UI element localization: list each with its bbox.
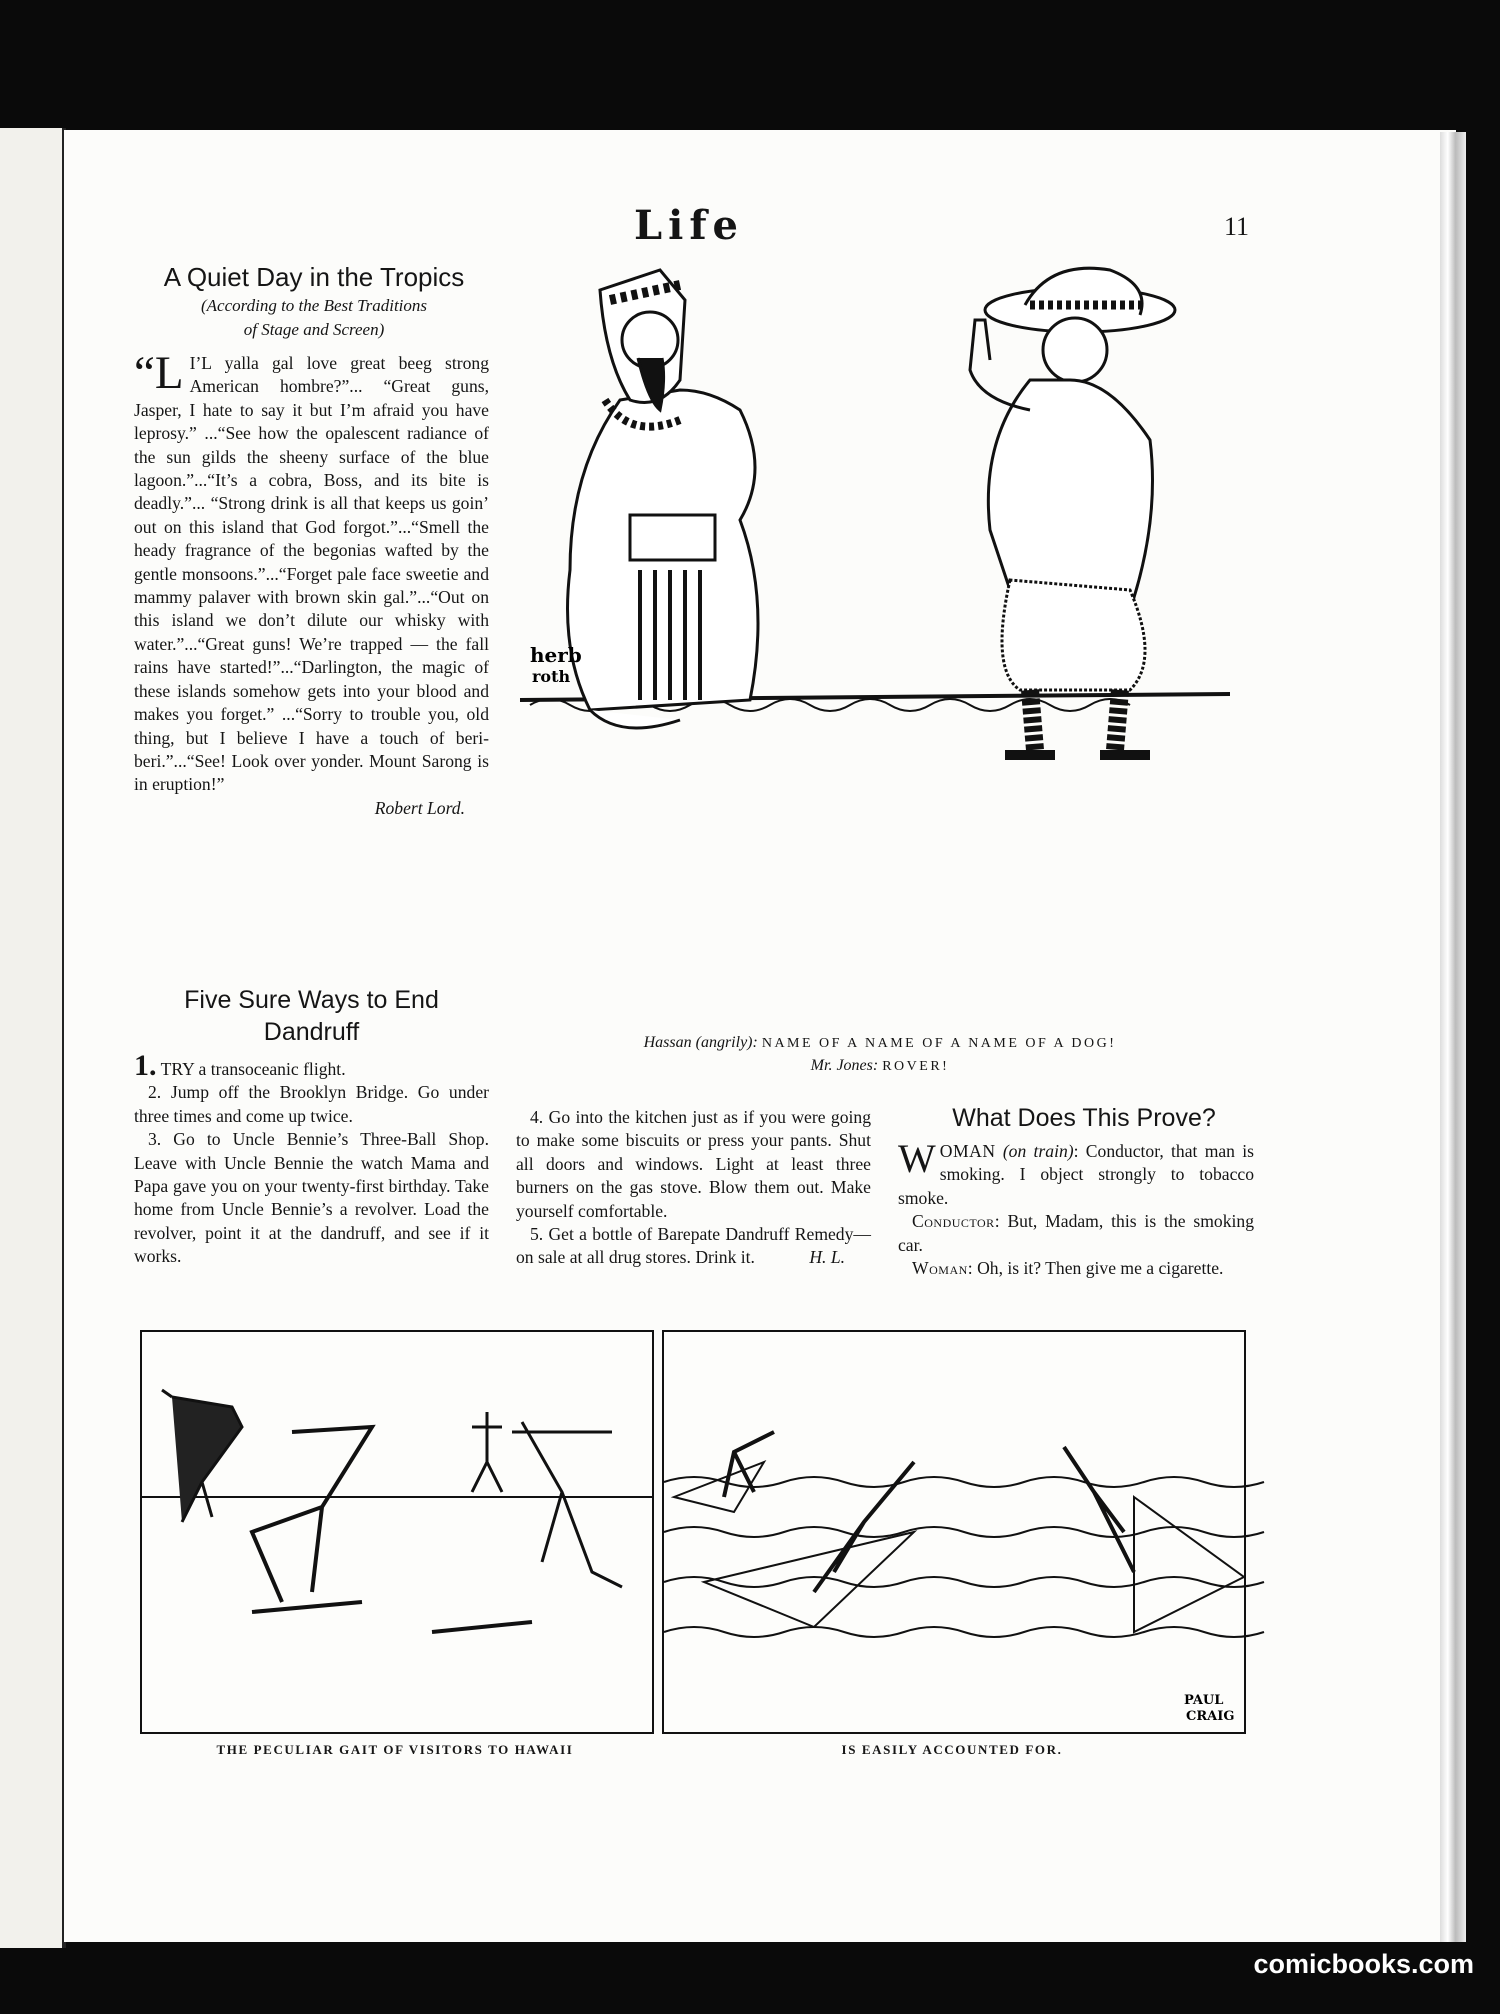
surfer-2 (814, 1462, 914, 1592)
item-1-number: 1. (134, 1049, 157, 1082)
tropics-body: I’L yalla gal love great beeg strong American hombre?”... “Great guns, Jasper, I hate to say it but I’m afraid you have leprosy.” ...“See how the opalescent radiance of the sun gilds the sheeny surface of the blue lagoon.”...“It’s a cobra, Boss, and its bite is deadly.”... “Strong drink is all that keeps us goin’ out on this island that God forgot.”...“Smell the heady fragrance of the begonias wafted by the gentle monsoons.”...“Forget pale face sweetie and mammy palaver with brown skin gal.”...“Out on this island we don’t dilute our whisky with water.”...“Great guns! We’re trapped — the fall rains have started!”...“Darlington, the magic of these islands somehow gets into your blood and makes you forget.” ...“Sorry to trouble you, old thing, but I believe I have a touch of beri-beri.”...“See! Look over yonder. Mount Sarong is in eruption!” (134, 353, 489, 795)
right-panel-signature-paul: PAUL (1184, 1693, 1224, 1708)
page-stack-edge (1440, 132, 1466, 1942)
prove-line-3 (898, 1257, 1254, 1280)
panel-surfboarders (662, 1330, 1246, 1734)
prove-heading (910, 1104, 1258, 1133)
prove-line-3-text: : Oh, is it? Then give me a cigarette. (967, 1258, 1224, 1279)
prove-article (898, 1136, 1254, 1280)
right-panel-caption: IS EASILY ACCOUNTED FOR. (841, 1742, 1063, 1757)
tropics-subtitle-1: (According to the Best Traditions (200, 296, 428, 315)
item-1-text: TRY a transoceanic flight. (160, 1059, 346, 1079)
tropics-author: Robert Lord. (374, 797, 465, 818)
jones-jacket (988, 380, 1152, 610)
caption-line-hassan: NAME OF A NAME OF A NAME OF A DOG! (761, 1036, 1117, 1051)
jones-plus-fours (1002, 580, 1145, 690)
dandruff-column-1 (134, 1049, 489, 1269)
prove-line-2-text: : But, Madam, this is the smoking car. (898, 1211, 1254, 1255)
leaning-walker-1 (162, 1390, 242, 1522)
tropics-dropcap (134, 347, 184, 399)
dandruff-author: H. L. (809, 1247, 845, 1268)
leaning-walker-3 (512, 1422, 622, 1587)
right-panel-signature-craig: CRAIG (1186, 1709, 1235, 1724)
walkers-drawing (142, 1332, 652, 1732)
cartoon-hassan-and-jones (510, 270, 1230, 750)
page-number: 11 (1224, 212, 1250, 241)
prove-dropcap: W (898, 1136, 936, 1181)
dandruff-item-5 (516, 1223, 871, 1270)
cartoon-caption (560, 1032, 1200, 1078)
prove-woman: Woman (912, 1258, 968, 1279)
surfboard-drawing (664, 1332, 1244, 1732)
dandruff-heading (134, 984, 489, 1048)
surfboard-2 (704, 1532, 914, 1627)
dropcap-quote: “ (134, 347, 155, 399)
hassan-sash (630, 515, 715, 560)
watermark: comicbooks.com (1253, 1949, 1474, 1979)
tropics-article (134, 347, 489, 820)
panel-walkers (140, 1330, 654, 1734)
prove-woman-sc: OMAN (939, 1141, 996, 1161)
standing-conductor (472, 1412, 502, 1492)
dandruff-title: Five Sure Ways to End Dandruff (184, 986, 439, 1046)
shadow-strokes (252, 1602, 532, 1632)
prove-conductor: Conductor (912, 1211, 995, 1232)
prove-line-1 (898, 1136, 1254, 1210)
artist-signature-herb: herb (530, 643, 582, 667)
masthead: Life (634, 202, 744, 249)
dandruff-column-2 (516, 1106, 871, 1270)
dandruff-item-2: 2. Jump off the Brooklyn Bridge. Go under three times and come up twice. (134, 1082, 489, 1126)
caption-speaker-hassan: Hassan (angrily): (643, 1034, 758, 1051)
dandruff-item-1 (134, 1049, 489, 1082)
jones-face (1043, 318, 1107, 382)
tropics-subtitle-2: of Stage and Screen) (243, 320, 385, 339)
caption-line-jones: ROVER! (882, 1059, 950, 1074)
tropics-title: A Quiet Day in the Tropics (163, 262, 465, 292)
left-panel-caption: THE PECULIAR GAIT OF VISITORS TO HAWAII (216, 1742, 574, 1757)
prove-title: What Does This Prove? (952, 1104, 1216, 1132)
tropics-heading (134, 262, 494, 341)
surfboard-3 (1134, 1497, 1244, 1632)
caption-speaker-jones: Mr. Jones: (810, 1057, 879, 1074)
prove-line-1-rest: : Conductor, that man is smoking. I object strongly to tobacco smoke. (898, 1141, 1254, 1208)
dandruff-item-4: 4. Go into the kitchen just as if you were going to make some biscuits or press your pants. Shut all doors and windows. Light at least three burners on the gas stove. Blow them out. Make yourself comfortable. (516, 1107, 871, 1221)
surfer-3 (1064, 1447, 1134, 1572)
prove-line-2 (898, 1210, 1254, 1257)
facing-page-edge (0, 128, 66, 1948)
item-5-text: 5. Get a bottle of Barepate Dandruff Remedy—on sale at all drug stores. Drink it. (516, 1224, 871, 1268)
dropcap-letter: L (154, 347, 184, 399)
leaning-walker-2 (252, 1427, 372, 1602)
artist-signature-roth: roth (532, 667, 571, 686)
prove-on-train: (on train) (1002, 1141, 1074, 1161)
dandruff-item-3: 3. Go to Uncle Bennie’s Three-Ball Shop. Leave with Uncle Bennie the watch Mama and Papa gave you on your twenty-first birthday. Take home from Uncle Bennie’s a revolver. Load the revolver, point it at the dandruff, and see if it works. (134, 1129, 489, 1267)
hassan-slipper (590, 710, 680, 728)
